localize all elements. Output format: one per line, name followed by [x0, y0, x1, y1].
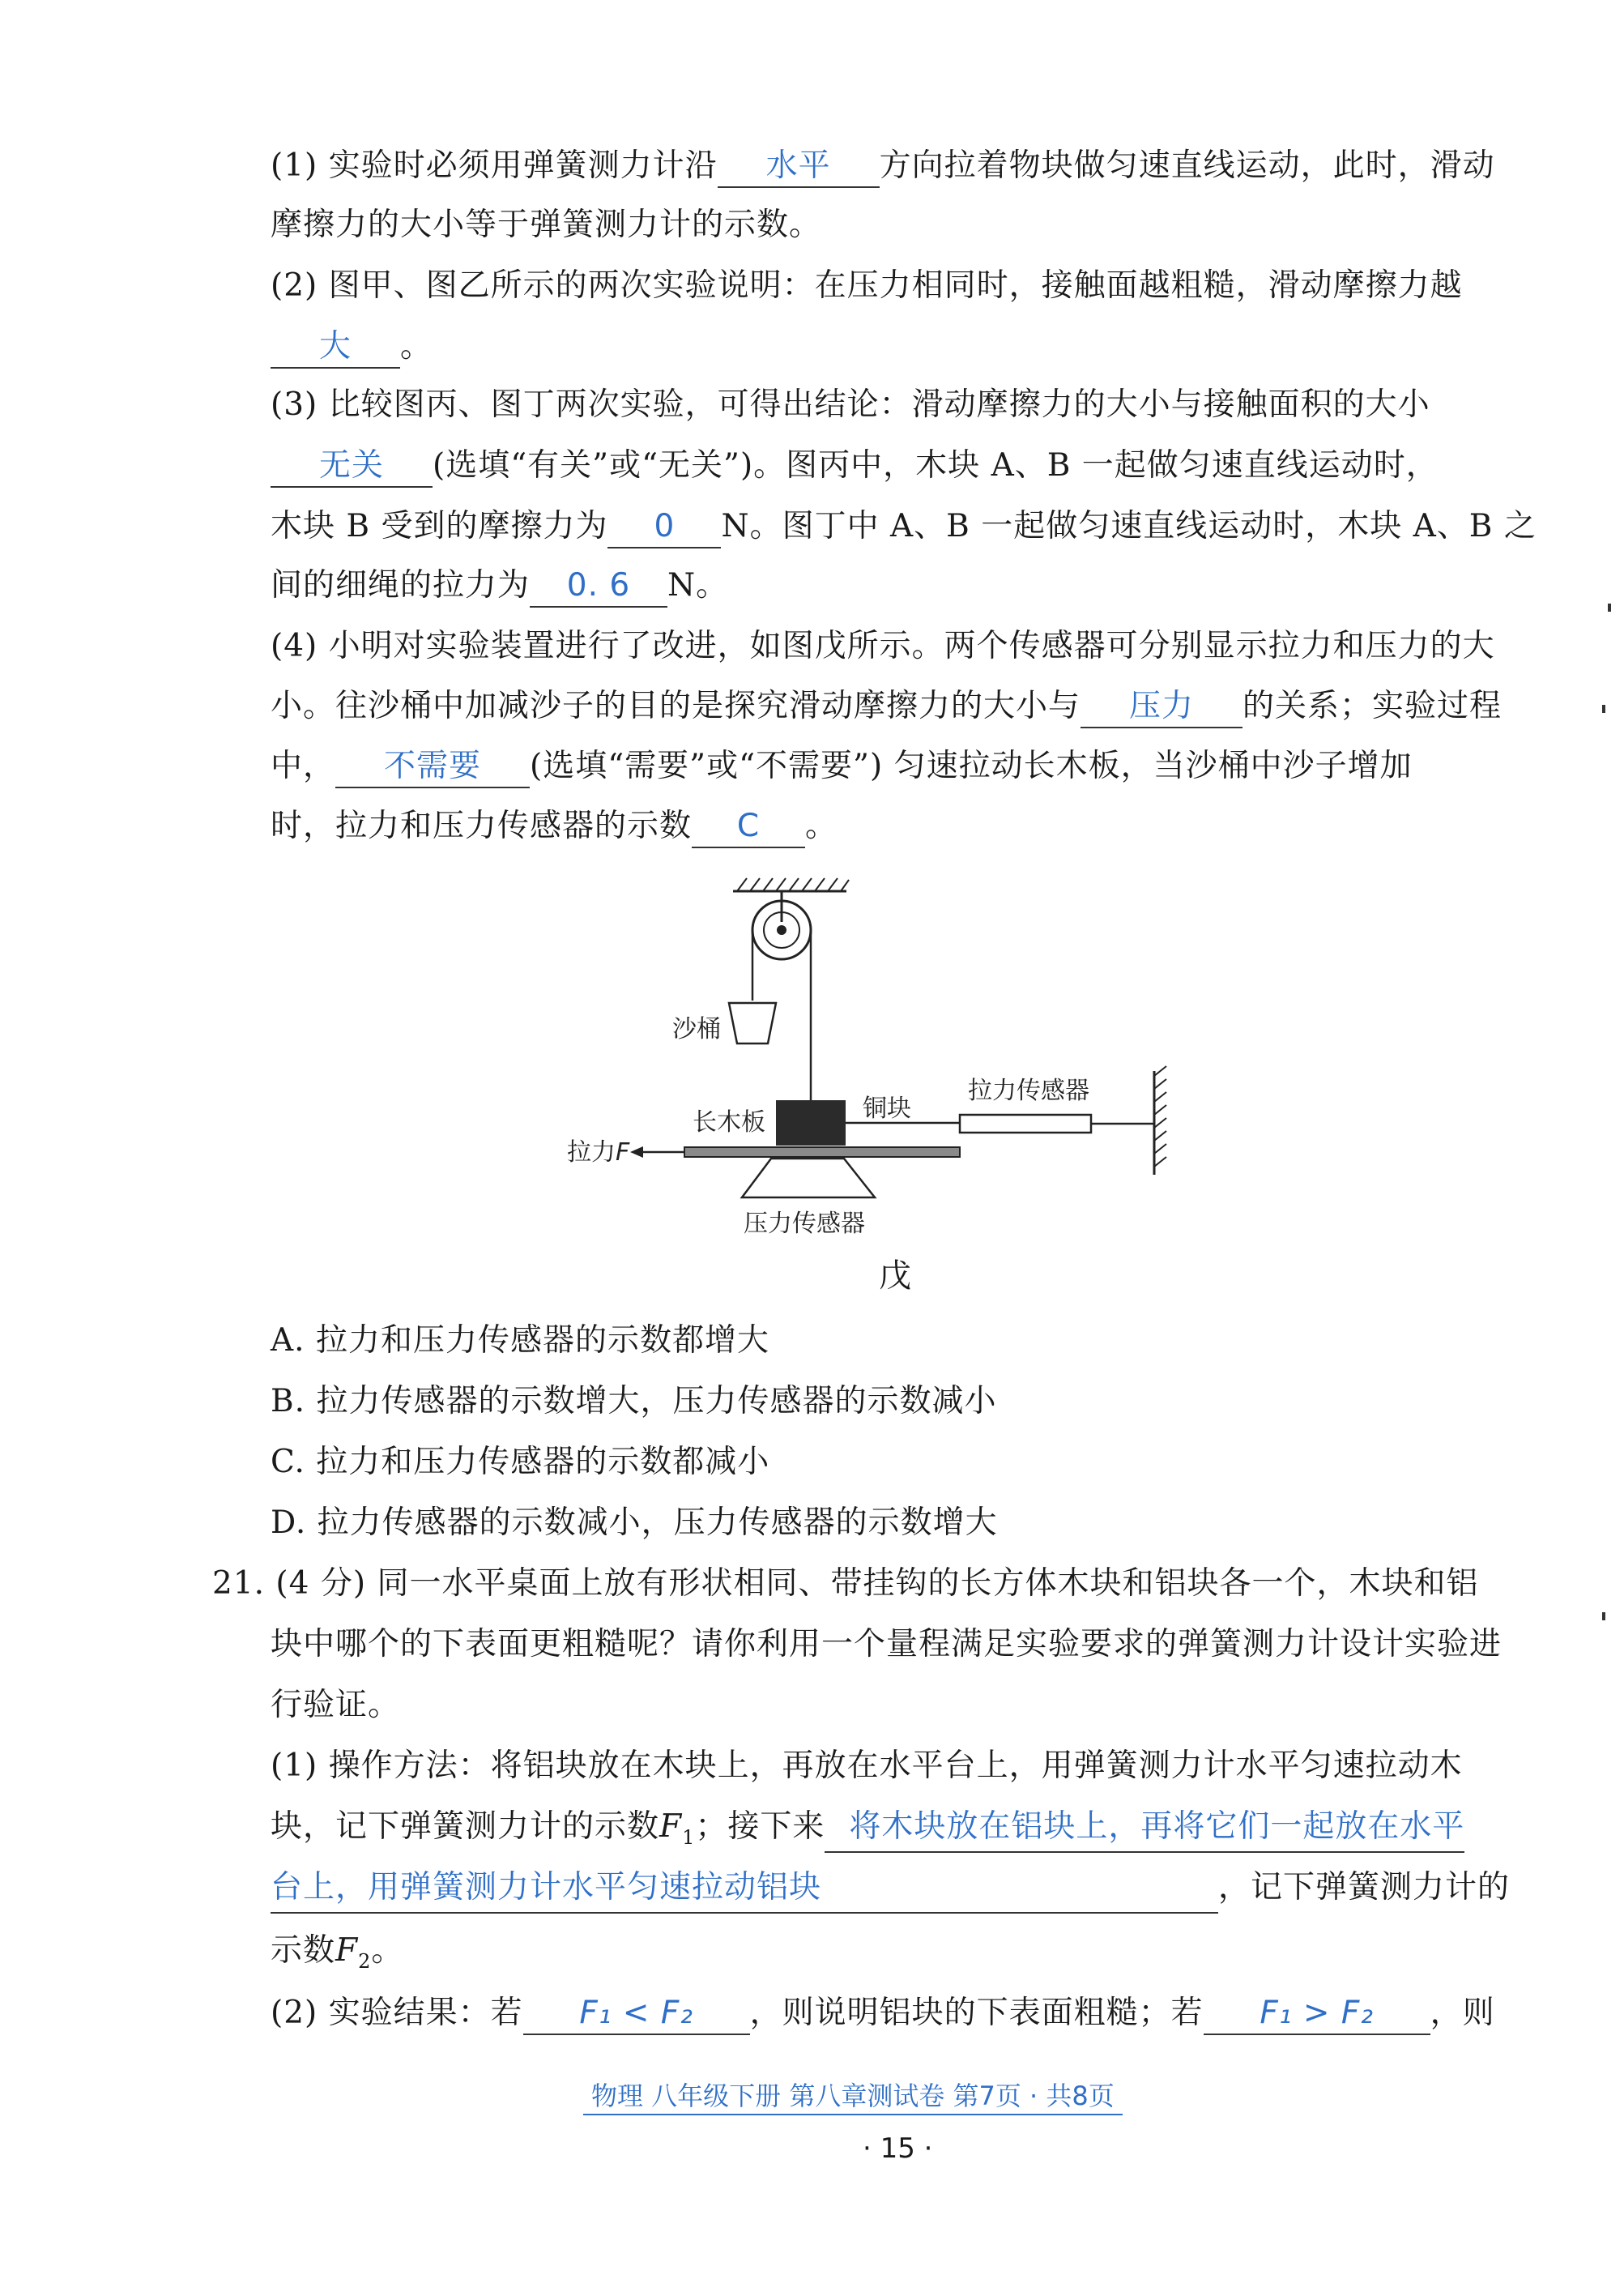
pull-arrow-head [630, 1146, 643, 1158]
tension-sensor-label: 拉力传感器 [968, 1077, 1089, 1105]
answer-blank-friction-b: 0 [607, 506, 721, 548]
answer-blank-rope-tension: 0. 6 [530, 565, 667, 608]
q21-line4: (1) 操作方法：将铝块放在木块上，再放在水平台上，用弹簧测力计水平匀速拉动木 [271, 1748, 1463, 1784]
answer-blank-not-needed: 不需要 [335, 746, 530, 788]
q20-p1-line1: (1) 实验时必须用弹簧测力计沿 水平 方向拉着物块做匀速直线运动，此时，滑动 [271, 142, 1495, 190]
figure-caption: 戊 [879, 1257, 911, 1295]
pressure-sensor-shape [742, 1159, 875, 1197]
q20-p3-line2: 无关 (选填“有关”或“无关”)。图丙中，木块 A、B 一起做匀速直线运动时， [271, 442, 1439, 490]
pull-force-label: 拉力F [567, 1138, 630, 1167]
q21-line3: 行验证。 [271, 1687, 401, 1723]
q20-p2-line1: (2) 图甲、图乙所示的两次实验说明：在压力相同时，接触面越粗糙，滑动摩擦力越 [271, 267, 1463, 304]
answer-blank-unrelated: 无关 [271, 446, 433, 488]
q21-line2: 块中哪个的下表面更粗糙呢？请你利用一个量程满足实验要求的弹簧测力计设计实验进 [271, 1626, 1503, 1662]
copper-block [776, 1100, 846, 1146]
option-d: D. 拉力传感器的示数减小，压力传感器的示数增大 [271, 1504, 998, 1541]
pulley-axle [777, 925, 786, 935]
long-board-label: 长木板 [693, 1108, 765, 1137]
answer-blank-choice: C [692, 806, 805, 848]
answer-blank-horizontal: 水平 [718, 146, 880, 188]
q20-p4-line1: (4) 小明对实验装置进行了改进，如图戊所示。两个传感器可分别显示拉力和压力的大 [271, 628, 1495, 664]
q20-p4-line4: 时，拉力和压力传感器的示数 C 。 [271, 802, 838, 851]
operation-answer-part2: 台上，用弹簧测力计水平匀速拉动铝块 [271, 1863, 1218, 1914]
q20-p4-line2: 小。往沙桶中加减沙子的目的是探究滑动摩擦力的大小与 压力 的关系；实验过程 [271, 682, 1502, 731]
ceiling-hatch [737, 878, 849, 891]
pressure-sensor-label: 压力传感器 [744, 1210, 865, 1238]
option-a: A. 拉力和压力传感器的示数都增大 [271, 1322, 769, 1359]
q21-line5: 块，记下弹簧测力计的示数$F_1$；接下来 将木块放在铝块上，再将它们一起放在水平 [271, 1803, 1464, 1862]
page-number: · 15 · [863, 2132, 933, 2165]
tension-sensor-shape [960, 1115, 1091, 1133]
sand-bucket-shape [729, 1003, 776, 1043]
q21-line1: 21. (4 分) 同一水平桌面上放有形状相同、带挂钩的长方体木块和铝块各一个，木块和铝 [212, 1565, 1479, 1602]
wall-hatch [1154, 1066, 1166, 1167]
copper-block-label: 铜块 [863, 1095, 911, 1123]
q20-p3-line1: (3) 比较图丙、图丁两次实验，可得出结论：滑动摩擦力的大小与接触面积的大小 [271, 386, 1430, 423]
option-b: B. 拉力传感器的示数增大，压力传感器的示数减小 [271, 1383, 997, 1419]
q21-line7: 示数$F_2$。 [271, 1932, 404, 1973]
q20-p3-line3: 木块 B 受到的摩擦力为 0 N。图丁中 A、B 一起做匀速直线运动时，木块 A、B 之 [271, 502, 1537, 551]
q20-p3-line4: 间的细绳的拉力为 0. 6 N。 [271, 561, 728, 610]
apparatus-diagram [559, 867, 1174, 1321]
q20-p4-line3: 中， 不需要 (选填“需要”或“不需要”) 匀速拉动长木板，当沙桶中沙子增加 [271, 742, 1413, 791]
q20-p2-line2: 大 。 [271, 322, 433, 371]
result-answer-1: F₁ < F₂ [523, 1993, 750, 2035]
q21-line8: (2) 实验结果：若 F₁ < F₂ ，则说明铝块的下表面粗糙；若 F₁ > F₂ ，则 [271, 1989, 1495, 2038]
edge-mark [1602, 1612, 1605, 1620]
q21-line6: 台上，用弹簧测力计水平匀速拉动铝块 ，记下弹簧测力计的 [271, 1863, 1510, 1914]
operation-answer-part1: 将木块放在铝块上，再将它们一起放在水平 [825, 1803, 1464, 1853]
answer-blank-pressure: 压力 [1081, 686, 1243, 728]
result-answer-2: F₁ > F₂ [1204, 1993, 1430, 2035]
edge-mark [1608, 604, 1611, 612]
option-c: C. 拉力和压力传感器的示数都减小 [271, 1444, 770, 1480]
edge-mark [1602, 705, 1605, 713]
page-footer: 物理 八年级下册 第八章测试卷 第7页 · 共8页 [583, 2078, 1123, 2115]
long-board [684, 1147, 960, 1157]
sand-bucket-label: 沙桶 [672, 1015, 721, 1043]
q20-p1-line2: 摩擦力的大小等于弹簧测力计的示数。 [271, 207, 822, 243]
answer-blank-large: 大 [271, 326, 400, 369]
